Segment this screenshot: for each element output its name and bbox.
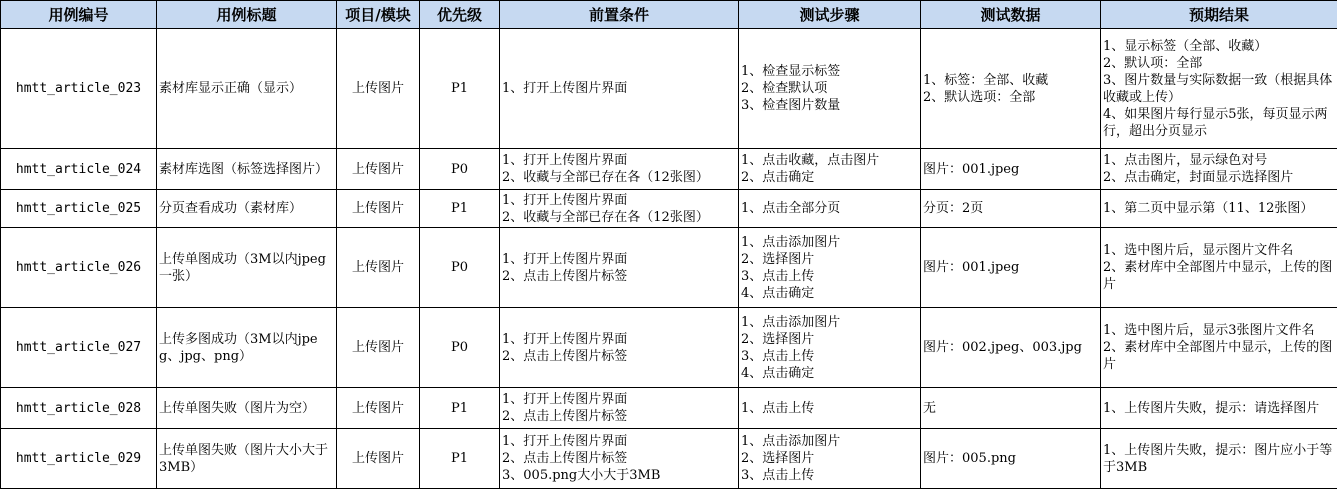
case-id-cell: hmtt_article_023: [1, 29, 157, 149]
expected-result-cell: 1、选中图片后，显示图片文件名 2、素材库中全部图片中显示，上传的图片: [1101, 228, 1337, 308]
expected-result-cell: 1、选中图片后，显示3张图片文件名 2、素材库中全部图片中显示，上传的图片: [1101, 308, 1337, 388]
module-cell: 上传图片: [337, 388, 420, 429]
case-id-cell: hmtt_article_027: [1, 308, 157, 388]
case-title-cell: 素材库显示正确（显示）: [157, 29, 337, 149]
priority-cell: P1: [420, 429, 500, 489]
test-data-cell: 无: [921, 388, 1101, 429]
header-row: [1, 1, 1337, 29]
priority-cell: P0: [420, 228, 500, 308]
case-title-cell: 上传单图成功（3M以内jpeg一张）: [157, 228, 337, 308]
module-cell: 上传图片: [337, 29, 420, 149]
test-data-cell: 1、标签：全部、收藏 2、默认选项：全部: [921, 29, 1101, 149]
table-row: [1, 308, 1337, 388]
precondition-cell: 1、打开上传图片界面 2、点击上传图片标签 3、005.png大小大于3MB: [500, 429, 739, 489]
header-precondition: 前置条件: [500, 1, 739, 29]
priority-cell: P1: [420, 388, 500, 429]
module-cell: 上传图片: [337, 308, 420, 388]
table-row: [1, 149, 1337, 190]
priority-cell: P0: [420, 149, 500, 190]
table-row: [1, 388, 1337, 429]
table-row: [1, 429, 1337, 489]
header-steps: 测试步骤: [739, 1, 921, 29]
steps-cell: 1、点击添加图片 2、选择图片 3、点击上传 4、点击确定: [739, 228, 921, 308]
header-module: 项目/模块: [337, 1, 420, 29]
expected-result-cell: 1、上传图片失败，提示：图片应小于等于3MB: [1101, 429, 1337, 489]
steps-cell: 1、点击收藏，点击图片 2、点击确定: [739, 149, 921, 190]
case-id-cell: hmtt_article_024: [1, 149, 157, 190]
priority-cell: P1: [420, 190, 500, 228]
case-title-cell: 素材库选图（标签选择图片）: [157, 149, 337, 190]
case-id-cell: hmtt_article_028: [1, 388, 157, 429]
expected-result-cell: 1、上传图片失败，提示：请选择图片: [1101, 388, 1337, 429]
table-row: [1, 29, 1337, 149]
test-data-cell: 图片：002.jpeg、003.jpg: [921, 308, 1101, 388]
precondition-cell: 1、打开上传图片界面 2、点击上传图片标签: [500, 388, 739, 429]
header-test-data: 测试数据: [921, 1, 1101, 29]
expected-result-cell: 1、显示标签（全部、收藏） 2、默认项：全部 3、图片数量与实际数据一致（根据具体收藏或上传） 4、如果图片每行显示5张，每页显示两行，超出分页显示: [1101, 29, 1337, 149]
precondition-cell: 1、打开上传图片界面: [500, 29, 739, 149]
expected-result-cell: 1、点击图片，显示绿色对号 2、点击确定，封面显示选择图片: [1101, 149, 1337, 190]
module-cell: 上传图片: [337, 149, 420, 190]
case-title-cell: 上传单图失败（图片为空）: [157, 388, 337, 429]
steps-cell: 1、点击上传: [739, 388, 921, 429]
precondition-cell: 1、打开上传图片界面 2、点击上传图片标签: [500, 308, 739, 388]
steps-cell: 1、点击添加图片 2、选择图片 3、点击上传 4、点击确定: [739, 308, 921, 388]
table-row: [1, 190, 1337, 228]
precondition-cell: 1、打开上传图片界面 2、收藏与全部已存在各（12张图）: [500, 149, 739, 190]
precondition-cell: 1、打开上传图片界面 2、收藏与全部已存在各（12张图）: [500, 190, 739, 228]
expected-result-cell: 1、第二页中显示第（11、12张图）: [1101, 190, 1337, 228]
case-id-cell: hmtt_article_029: [1, 429, 157, 489]
steps-cell: 1、点击添加图片 2、选择图片 3、点击上传: [739, 429, 921, 489]
steps-cell: 1、点击全部分页: [739, 190, 921, 228]
test-data-cell: 分页：2页: [921, 190, 1101, 228]
module-cell: 上传图片: [337, 228, 420, 308]
test-data-cell: 图片：005.png: [921, 429, 1101, 489]
module-cell: 上传图片: [337, 429, 420, 489]
module-cell: 上传图片: [337, 190, 420, 228]
header-case-title: 用例标题: [157, 1, 337, 29]
case-id-cell: hmtt_article_025: [1, 190, 157, 228]
priority-cell: P0: [420, 308, 500, 388]
test-data-cell: 图片：001.jpeg: [921, 149, 1101, 190]
header-priority: 优先级: [420, 1, 500, 29]
case-title-cell: 分页查看成功（素材库）: [157, 190, 337, 228]
priority-cell: P1: [420, 29, 500, 149]
header-case-id: 用例编号: [1, 1, 157, 29]
precondition-cell: 1、打开上传图片界面 2、点击上传图片标签: [500, 228, 739, 308]
test-data-cell: 图片：001.jpeg: [921, 228, 1101, 308]
case-title-cell: 上传单图失败（图片大小大于3MB）: [157, 429, 337, 489]
case-id-cell: hmtt_article_026: [1, 228, 157, 308]
table-row: [1, 228, 1337, 308]
case-title-cell: 上传多图成功（3M以内jpeg、jpg、png）: [157, 308, 337, 388]
header-expected-result: 预期结果: [1101, 1, 1337, 29]
steps-cell: 1、检查显示标签 2、检查默认项 3、检查图片数量: [739, 29, 921, 149]
